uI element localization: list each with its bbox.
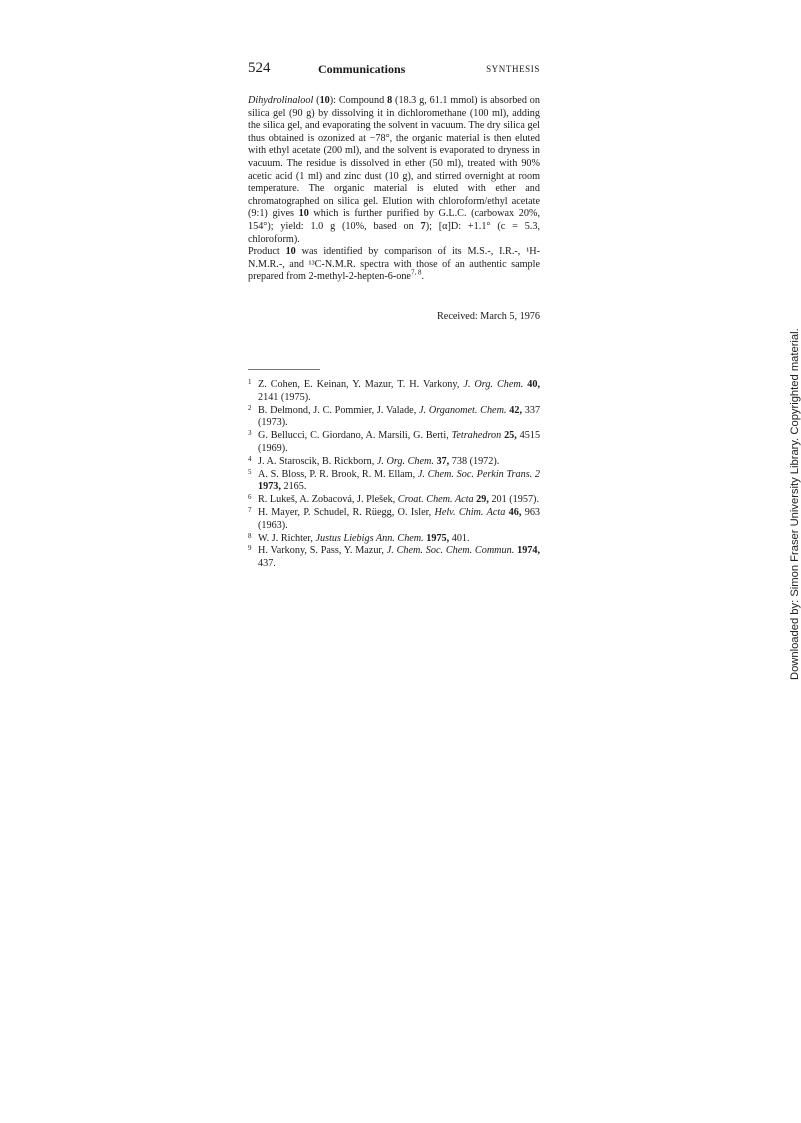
reference-volume: 42, [509,404,522,416]
reference-authors: Z. Cohen, E. Keinan, Y. Mazur, T. H. Varkony, [258,379,460,390]
reference-journal: J. Org. Chem. [376,455,434,467]
reference-item [248,533,540,546]
reference-volume: 29, [476,494,489,506]
paragraph-text: which is further purified by G.L.C. (carbowax 20%, 154°); yield: 1.0 g (10%, based on [248,208,540,232]
reference-item [248,494,540,507]
reference-pages: 2165. [283,481,307,493]
reference-journal: J. Organomet. Chem. [419,404,507,416]
reference-number: 7 [248,505,252,514]
reference-volume: 46, [508,506,522,518]
download-notice: Downloaded by: Simon Fraser University Library. Copyrighted material. [789,328,801,680]
reference-authors: B. Delmond, J. C. Pommier, J. Valade, [258,404,417,416]
reference-number: 9 [248,544,252,553]
reference-item [248,469,540,495]
reference-list [248,379,540,571]
paragraph-text: ); [α]D: +1.1° (c = 5.3, chloroform). [248,220,540,245]
reference-pages: 4515 (1969). [258,430,541,454]
paragraph-dihydrolinalool: Dihydrolinalool (10): Compound 8 (18.3 g, 61.1 mmol) is absorbed on silica gel (90 g) by dissolving it in dichloromethane (100 ml), adding the silica gel, and evaporating the solvent in vacuum. The dry silica gel thus obtained is ozonized at −78°, the organic material is then eluted with ethyl acetate (200 ml), and the solvent is evaporated to dryness in vacuum. The residue is dissolved in ether (50 ml), treated with 90% acetic acid (1 ml) and zinc dust (10 g), and stirred overnight at room temperature. The organic material is eluted with ether and chromatographed on silica gel. Elution with chloroform/ethyl acetate (9:1) gives 10 which is further purified by G.L.C. (carbowax 20%, 154°); yield: 1.0 g (10%, based on 7); [α]D: +1.1° (c = 5.3, chloroform). [248,95,540,245]
compound-number: 10 [319,95,330,106]
paragraph-text: was identified by comparison of its M.S.-, I.R.-, ¹H-N.M.R.-, and ¹³C-N.M.R. spectra with those of an authentic sample prepared from 2-methyl-2-hepten-6-one [248,246,540,283]
reference-volume: 1975, [426,532,450,544]
reference-journal: J. Org. Chem. [463,379,524,390]
experimental-text [248,95,540,284]
reference-number: 5 [248,467,252,476]
reference-pages: 963 (1963). [258,506,540,531]
paragraph-text: . [421,271,424,283]
reference-authors: H. Varkony, S. Pass, Y. Mazur, [258,545,384,557]
reference-number: 8 [248,531,252,540]
reference-item [248,545,540,571]
reference-number: 2 [248,403,252,412]
reference-journal: Helv. Chim. Acta [434,506,506,518]
reference-volume: 1973, [258,481,281,493]
reference-pages: 201 (1957). [491,494,539,506]
reference-item [248,456,540,469]
reference-journal: J. Chem. Soc. Perkin Trans. 2 [417,468,541,480]
start-ref: 7 [420,220,426,232]
journal-name: SYNTHESIS [486,64,540,74]
reference-journal: Croat. Chem. Acta [397,494,474,506]
reference-journal: Justus Liebigs Ann. Chem. [315,532,424,544]
reference-authors: H. Mayer, P. Schudel, R. Rüegg, O. Isler, [258,506,432,518]
reference-authors: R. Lukeš, A. Zobacová, J. Plešek, [258,494,396,506]
product-ref: 10 [298,208,309,220]
reference-volume: 25, [504,430,517,442]
reference-number: 1 [248,378,252,386]
reference-number: 3 [248,429,252,438]
reference-pages: 738 (1972). [451,455,500,467]
reference-volume: 37, [436,455,450,467]
footnote-divider [248,369,320,370]
reference-number: 4 [248,454,252,463]
reference-journal: J. Chem. Soc. Chem. Commun. [386,545,515,557]
reference-pages: 2141 (1975). [258,391,311,403]
reference-authors: A. S. Bloss, P. R. Brook, R. M. Ellam, [258,468,416,480]
reference-journal: Tetrahedron [451,430,502,442]
download-watermark [782,328,801,680]
reference-authors: W. J. Richter, [258,532,313,544]
reference-authors: J. A. Staroscik, B. Rickborn, [258,455,375,467]
reference-pages: 337 (1973). [258,404,541,429]
section-title: Communications [318,62,406,76]
reference-number: 6 [248,493,252,502]
reference-item [248,405,540,431]
compound-title: Dihydrolinalool [248,95,314,106]
compound-ref: 8 [387,95,393,106]
citation-superscript: 7, 8 [410,268,422,277]
received-date: Received: March 5, 1976 [437,311,540,322]
paragraph-text: ): Compound [329,95,388,106]
reference-item [248,430,540,456]
page-number: 524 [248,60,271,76]
paragraph-text: (18.3 g, 61.1 mmol) is absorbed on silica gel (90 g) by dissolving it in dichloromethane (100 ml), adding the silica gel, and evaporating the solvent in vacuum. The dry silica gel thus obtained is ozonized at −78°, the organic material is then eluted with ethyl acetate (200 ml), and the solvent is evaporated to dryness in vacuum. The residue is dissolved in ether (50 ml), treated with 90% acetic acid (1 ml) and zinc dust (10 g), and stirred overnight at room temperature. The organic material is eluted with ether and chromatographed on silica gel. Elution with chloroform/ethyl acetate (9:1) gives [248,95,540,220]
product-ref: 10 [285,246,296,258]
reference-item [248,507,540,533]
paragraph-text: Product [248,246,286,258]
reference-volume: 1974, [517,545,541,557]
reference-pages: 437. [258,558,276,570]
paragraph-identification [248,246,540,284]
reference-authors: G. Bellucci, C. Giordano, A. Marsili, G. Berti, [258,430,449,442]
reference-volume: 40, [527,379,541,390]
reference-item [248,379,540,405]
page-header [248,60,540,80]
reference-pages: 401. [451,532,470,544]
